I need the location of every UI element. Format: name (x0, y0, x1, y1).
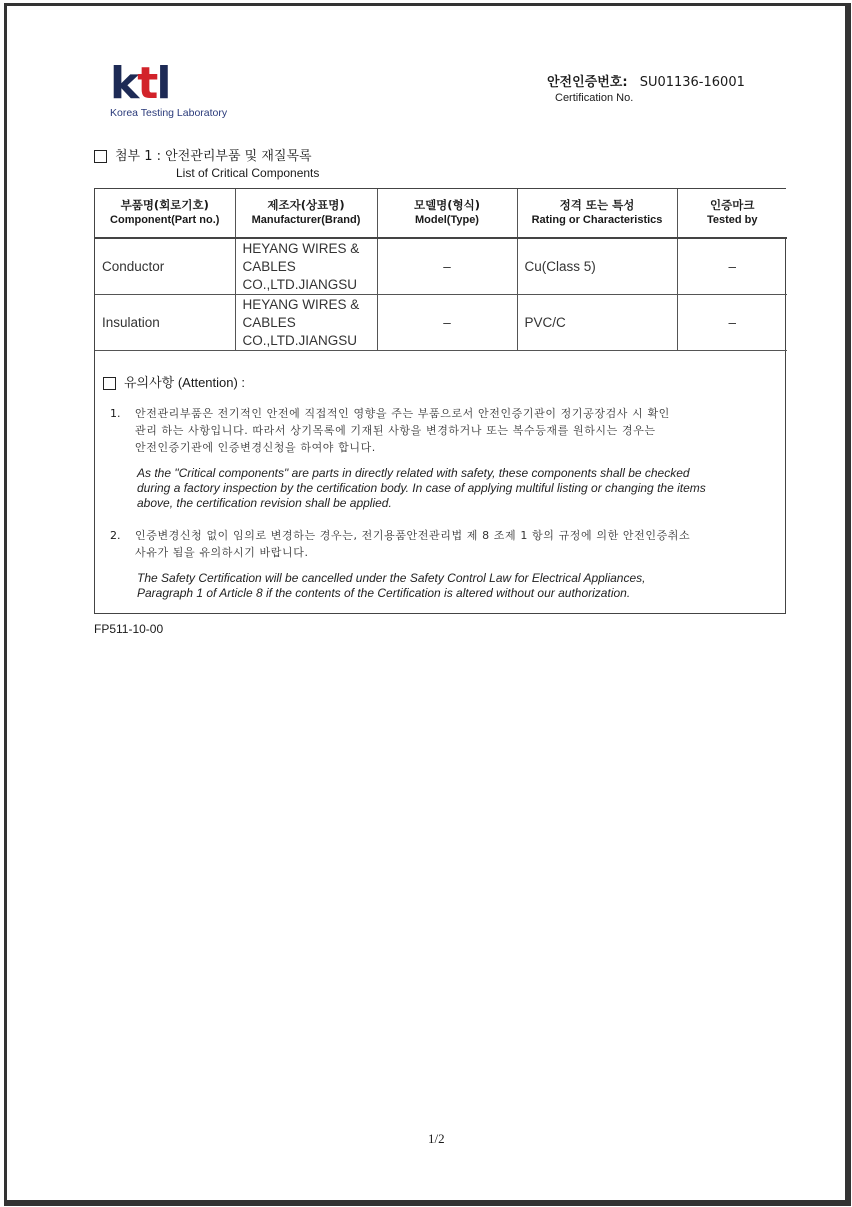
cell-rating: PVC/C (517, 295, 677, 351)
note-text-en: As the "Critical components" are parts in directly related with safety, these components shall be checked during a factory inspection by the certification body. In case of applying multiful listing or changing the items above, the certification revision shall be applied. (137, 466, 706, 510)
cell-component: Insulation (95, 295, 235, 351)
cell-component: Conductor (95, 238, 235, 295)
note-text-en: The Safety Certification will be cancelled under the Safety Control Law for Electrical Appliances, Paragraph 1 of Article 8 if the contents of the Certification is altered without our authorization. (137, 571, 646, 600)
table-row (95, 295, 787, 351)
table-row (95, 238, 787, 295)
attention-heading (103, 372, 245, 391)
logo-mark: ktl (110, 58, 170, 109)
cert-label-en: Certification No. (555, 92, 634, 104)
page-number: 1/2 (428, 1131, 445, 1146)
attention-note-1 (110, 405, 775, 511)
cert-number: SU01136-16001 (639, 75, 745, 90)
attachment-title-en: List of Critical Components (176, 166, 320, 180)
cell-manufacturer: HEYANG WIRES & CABLES CO.,LTD.JIANGSU (235, 238, 377, 295)
cell-tested-by: – (677, 295, 787, 351)
cert-label-ko: 안전인증번호: (547, 75, 628, 90)
table-header-row (95, 189, 787, 238)
note-number: 1. (110, 407, 121, 420)
logo-subtitle: Korea Testing Laboratory (110, 107, 228, 119)
ktl-logo (110, 58, 228, 119)
header-rating: 정격 또는 특성 Rating or Characteristics (517, 189, 677, 238)
components-table (95, 189, 787, 351)
cell-tested-by: – (677, 238, 787, 295)
form-code: FP511-10-00 (94, 622, 164, 636)
note-text-ko: 인증변경신청 없이 임의로 변경하는 경우는, 전기용품안전관리법 제 8 조제 1 항의 규정에 의한 안전인증취소 사유가 됨을 유의하시기 바랍니다. (135, 529, 691, 559)
cell-model: – (377, 295, 517, 351)
certification-number-block (547, 71, 745, 104)
attention-label: 유의사항 (Attention) : (124, 375, 246, 390)
cell-model: – (377, 238, 517, 295)
header-manufacturer: 제조자(상표명) Manufacturer(Brand) (235, 189, 377, 238)
cell-manufacturer: HEYANG WIRES & CABLES CO.,LTD.JIANGSU (235, 295, 377, 351)
note-text-ko: 안전관리부품은 전기적인 안전에 직접적인 영향을 주는 부품으로서 안전인증기관이 정기공장검사 시 확인 관리 하는 사항입니다. 따라서 상기목록에 기재된 사항을 변경하거나 또는 복수등재를 원하시는 경우는 안전인증기관에 인증변경신청을 하여야 합니다. (135, 407, 670, 454)
header-tested-by: 인증마크 Tested by (677, 189, 787, 238)
header-component: 부품명(회로기호) Component(Part no.) (95, 189, 235, 238)
attachment-title-ko: 첨부 1 : 안전관리부품 및 재질목록 (115, 149, 312, 164)
checkbox-icon (103, 377, 116, 390)
header-model: 모델명(형식) Model(Type) (377, 189, 517, 238)
attachment-title (94, 145, 319, 180)
cell-rating: Cu(Class 5) (517, 238, 677, 295)
attention-note-2 (110, 527, 775, 601)
checkbox-icon (94, 150, 107, 163)
note-number: 2. (110, 529, 121, 542)
